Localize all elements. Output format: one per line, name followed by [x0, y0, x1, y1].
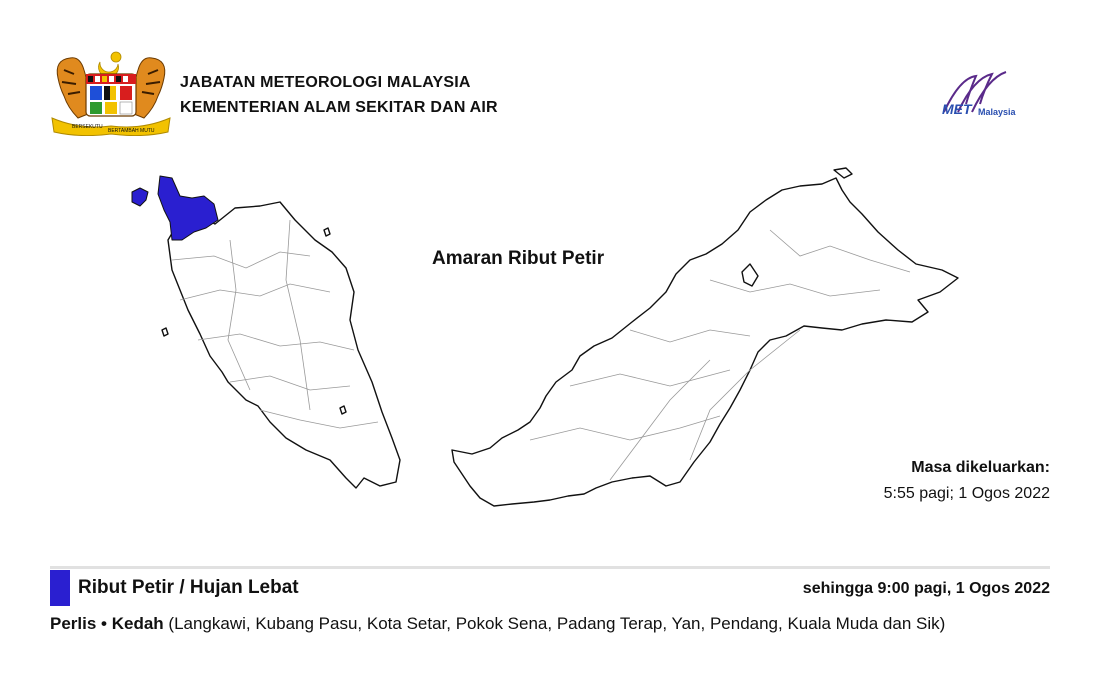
divider — [50, 566, 1050, 569]
borneo-malaysia — [452, 178, 958, 506]
coat-of-arms-icon — [50, 48, 172, 136]
highlight-langkawi — [132, 188, 148, 206]
warning-until: sehingga 9:00 pagi, 1 Ogos 2022 — [802, 580, 1050, 597]
warning-states: Perlis • Kedah — [50, 614, 164, 633]
warning-color-bar — [50, 570, 70, 606]
warning-districts: (Langkawi, Kubang Pasu, Kota Setar, Pokok Sena, Padang Terap, Yan, Pendang, Kuala Muda dan Sik) — [168, 614, 946, 633]
issued-time — [884, 455, 1050, 507]
agency-line-1: JABATAN METEOROLOGI MALAYSIA — [180, 74, 471, 91]
crest-motto-1: BERSEKUTU — [72, 124, 103, 130]
issued-label: Masa dikeluarkan: — [911, 459, 1050, 476]
warning-type: Ribut Petir / Hujan Lebat — [78, 577, 299, 598]
peninsular-malaysia — [168, 202, 400, 488]
met-logo-malaysia: Malaysia — [978, 107, 1016, 117]
met-logo-met: MET — [942, 101, 972, 117]
issued-value: 5:55 pagi; 1 Ogos 2022 — [883, 485, 1050, 502]
warning-areas — [50, 614, 945, 634]
header — [50, 48, 1050, 138]
crest-motto-2: BERTAMBAH MUTU — [108, 128, 155, 134]
met-malaysia-logo-icon — [930, 68, 1050, 120]
map-title: Amaran Ribut Petir — [432, 248, 605, 269]
agency-name — [180, 70, 498, 120]
malaysia-map — [110, 160, 980, 520]
agency-line-2: KEMENTERIAN ALAM SEKITAR DAN AIR — [180, 99, 498, 116]
